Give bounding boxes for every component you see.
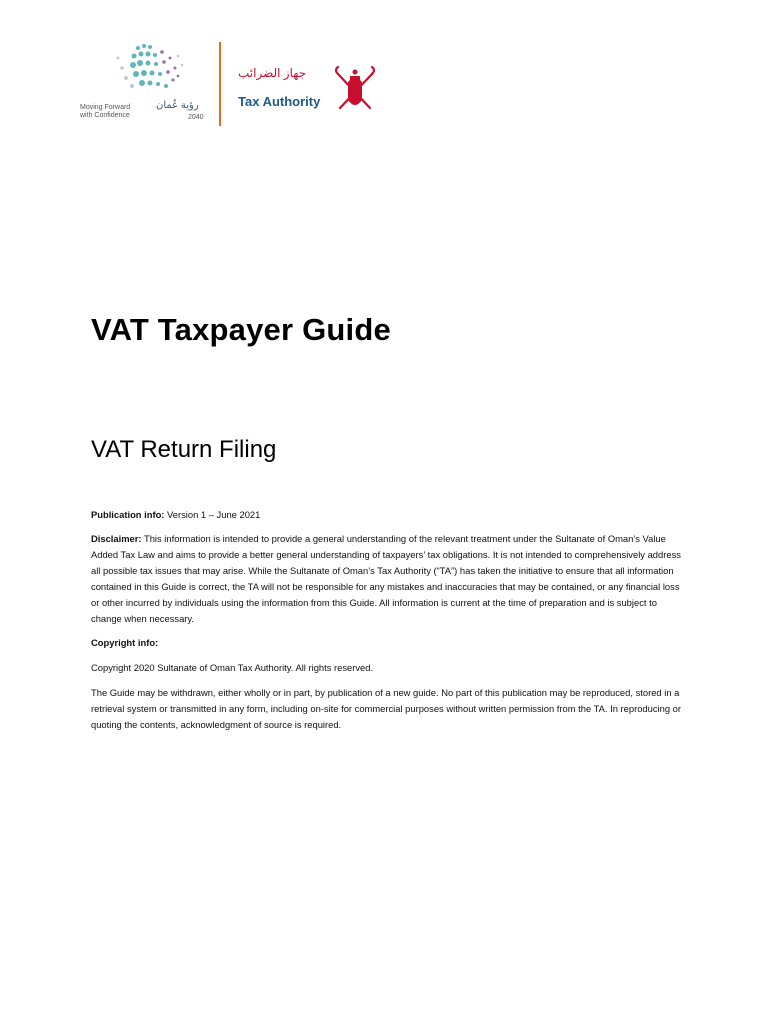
header-divider xyxy=(219,42,221,126)
disclaimer-label: Disclaimer: xyxy=(91,533,142,544)
vision-tagline-line1: Moving Forward xyxy=(80,104,131,111)
vision-tagline-line2: with Confidence xyxy=(80,112,130,119)
publication-info-value: Version 1 – June 2021 xyxy=(164,509,261,520)
document-title: VAT Taxpayer Guide xyxy=(91,312,391,347)
tax-authority-english: Tax Authority xyxy=(238,94,321,109)
tax-authority-arabic: جهاز الضرائب xyxy=(238,66,307,80)
publication-info-label: Publication info: xyxy=(91,509,165,520)
oman-national-emblem xyxy=(330,64,380,118)
vision-year: 2040 xyxy=(188,114,204,121)
disclaimer-text: This information is intended to provide a general understanding of the relevant treatment under the Sultanate of Oman’s Value Added Tax Law and aims to provide a better general understanding of taxpayers’ tax obligations. It is not intended to comprehensively address all possible tax issues that may arise. While the Sultanate of Oman’s Tax Authority (“TA”) has taken the initiative to ensure that all information contained in this Guide is correct, the TA will not be responsible for any mistakes and inaccuracies that may be contained, or any financial loss or other incurred by individuals using the information from this Guide. All information is current at the time of preparation and is subject to change when necessary. xyxy=(91,533,681,624)
header xyxy=(78,38,398,130)
copyright-text: Copyright 2020 Sultanate of Oman Tax Authority. All rights reserved. xyxy=(91,662,374,673)
publication-info xyxy=(91,507,681,523)
document-subtitle: VAT Return Filing xyxy=(91,436,277,463)
withdrawal-paragraph: The Guide may be withdrawn, either wholly or in part, by publication of a new guide. No part of this publication may be reproduced, stored in a retrieval system or transmitted in any form, including on-site for commercial purposes without written permission from the TA. In reproducing or quoting the contents, acknowledgment of source is required. xyxy=(91,687,681,730)
vision-arabic-label: رؤية عُمان xyxy=(156,100,199,111)
copyright-info-label: Copyright info: xyxy=(91,637,159,648)
disclaimer-paragraph xyxy=(91,531,681,627)
